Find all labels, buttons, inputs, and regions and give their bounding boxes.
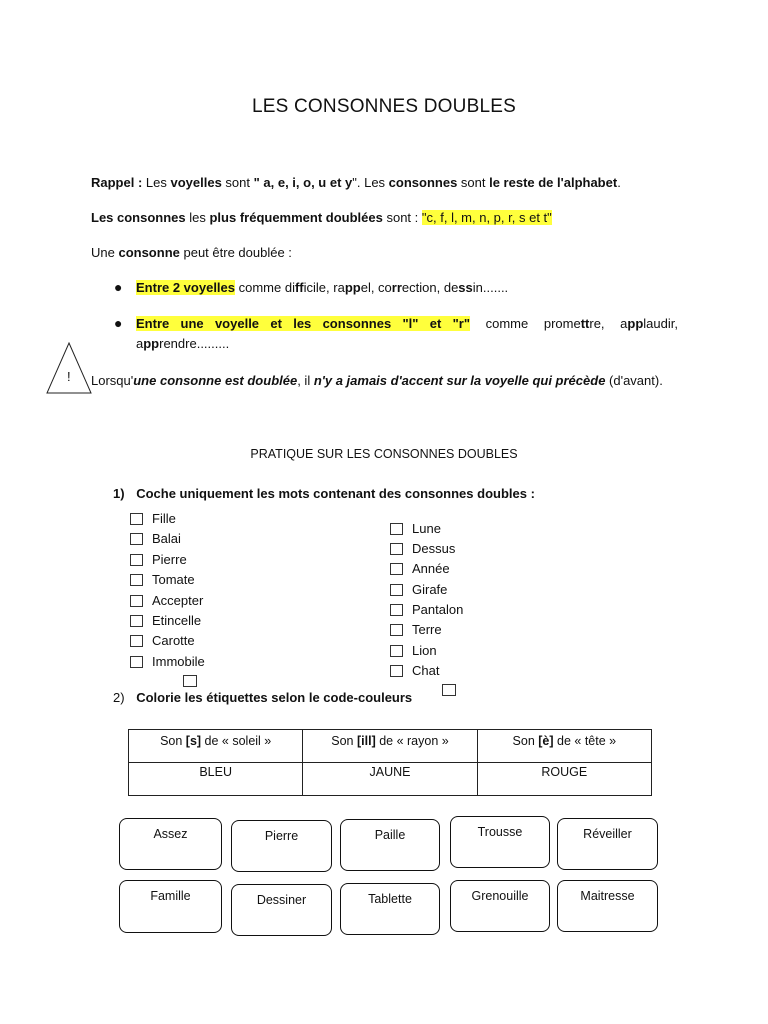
warning-triangle-icon — [46, 342, 92, 394]
bullet-2-line-2: apprendre......... — [136, 336, 230, 351]
word-label[interactable]: Réveiller — [557, 818, 658, 870]
word-checkbox-item[interactable]: Balai — [130, 531, 181, 546]
bullet-1: Entre 2 voyelles comme difficile, rappel, correction, dessin....... — [136, 280, 509, 295]
word-label[interactable]: Dessiner — [231, 884, 332, 936]
word-label[interactable]: Famille — [119, 880, 222, 933]
checkbox[interactable] — [130, 595, 143, 607]
frequent-consonants-line: Les consonnes les plus fréquemment doublées sont : "c, f, l, m, n, p, r, s et t" — [91, 210, 552, 225]
word-checkbox-item[interactable]: Tomate — [130, 572, 195, 587]
bullet-dot: ● — [114, 315, 123, 331]
stray-checkbox[interactable] — [442, 684, 456, 696]
word-checkbox-item[interactable]: Année — [390, 561, 450, 576]
table-cell-color: ROUGE — [477, 763, 651, 796]
word-checkbox-item[interactable]: Carotte — [130, 633, 195, 648]
word-checkbox-item[interactable]: Pantalon — [390, 602, 463, 617]
intro-line: Une consonne peut être doublée : — [91, 245, 292, 260]
word-label[interactable]: Paille — [340, 819, 440, 871]
warning-line: Lorsqu'une consonne est doublée, il n'y a jamais d'accent sur la voyelle qui précède (d'avant). — [91, 373, 663, 388]
question-2: 2) Colorie les étiquettes selon le code-couleurs — [113, 690, 413, 705]
word-checkbox-item[interactable]: Fille — [130, 511, 176, 526]
checkbox[interactable] — [390, 604, 403, 616]
word-checkbox-item[interactable]: Lune — [390, 521, 441, 536]
word-checkbox-item[interactable]: Pierre — [130, 552, 187, 567]
table-header-cell: Son [ill] de « rayon » — [303, 730, 477, 763]
word-checkbox-item[interactable]: Chat — [390, 663, 439, 678]
checkbox[interactable] — [130, 554, 143, 566]
checkbox[interactable] — [390, 584, 403, 596]
table-cell-color: BLEU — [129, 763, 303, 796]
word-label[interactable]: Trousse — [450, 816, 550, 868]
checkbox[interactable] — [130, 533, 143, 545]
word-label[interactable]: Maitresse — [557, 880, 658, 932]
checkbox[interactable] — [390, 523, 403, 535]
word-checkbox-item[interactable]: Etincelle — [130, 613, 201, 628]
checkbox[interactable] — [390, 624, 403, 636]
color-code-table — [128, 729, 652, 796]
checkbox[interactable] — [390, 645, 403, 657]
checkbox[interactable] — [130, 574, 143, 586]
bullet-2-line-1: Entre une voyelle et les consonnes "l" et "r" comme promettre, applaudir, — [136, 316, 678, 331]
checkbox[interactable] — [130, 615, 143, 627]
word-label[interactable]: Pierre — [231, 820, 332, 872]
word-label[interactable]: Grenouille — [450, 880, 550, 932]
checkbox[interactable] — [390, 563, 403, 575]
word-checkbox-item[interactable]: Lion — [390, 643, 437, 658]
word-checkbox-item[interactable]: Girafe — [390, 582, 447, 597]
checkbox[interactable] — [390, 543, 403, 555]
checkbox[interactable] — [390, 665, 403, 677]
word-checkbox-item[interactable]: Accepter — [130, 593, 203, 608]
stray-checkbox[interactable] — [183, 675, 197, 687]
word-checkbox-item[interactable]: Immobile — [130, 654, 205, 669]
bullet-2 — [136, 316, 678, 351]
checkbox[interactable] — [130, 635, 143, 647]
highlight: "c, f, l, m, n, p, r, s et t" — [421, 210, 552, 225]
word-checkbox-item[interactable]: Terre — [390, 622, 442, 637]
rappel-line: Rappel : Les voyelles sont " a, e, i, o, u et y". Les consonnes sont le reste de l'alphabet. — [91, 175, 621, 190]
table-header-cell: Son [è] de « tête » — [477, 730, 651, 763]
word-label[interactable]: Tablette — [340, 883, 440, 935]
word-label[interactable]: Assez — [119, 818, 222, 870]
table-cell-color: JAUNE — [303, 763, 477, 796]
page-title: LES CONSONNES DOUBLES — [252, 96, 516, 117]
section-title: PRATIQUE SUR LES CONSONNES DOUBLES — [250, 447, 518, 461]
checkbox[interactable] — [130, 513, 143, 525]
question-1: 1) Coche uniquement les mots contenant des consonnes doubles : — [113, 486, 535, 501]
warning-symbol: ! — [67, 369, 71, 384]
table-header-cell: Son [s] de « soleil » — [129, 730, 303, 763]
bullet-dot: ● — [114, 279, 123, 295]
checkbox[interactable] — [130, 656, 143, 668]
word-checkbox-item[interactable]: Dessus — [390, 541, 455, 556]
